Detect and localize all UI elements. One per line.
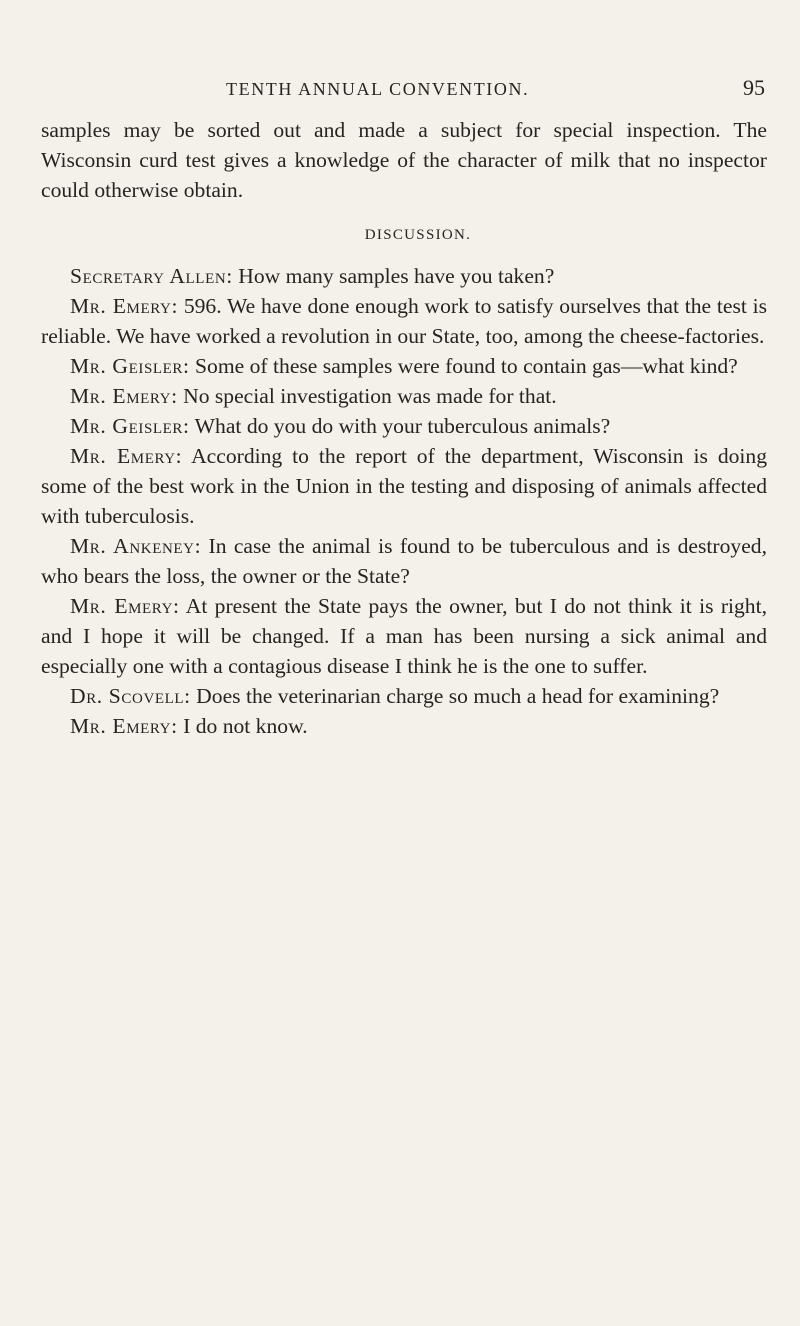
speaker-name: Mr. Ankeney: xyxy=(70,534,202,558)
speaker-name: Mr. Emery: xyxy=(70,594,180,618)
speech-text: How many samples have you taken? xyxy=(238,264,555,288)
speaker-name: Secretary Allen: xyxy=(70,264,233,288)
page-header xyxy=(0,75,800,109)
discussion-exchange-6 xyxy=(41,441,767,531)
discussion-exchange-7 xyxy=(41,531,767,591)
running-head: TENTH ANNUAL CONVENTION. xyxy=(226,79,530,99)
discussion-exchange-4 xyxy=(41,381,767,411)
discussion-exchange-3 xyxy=(41,351,767,381)
speech-text: I do not know. xyxy=(183,714,308,738)
speech-text: No special investigation was made for that. xyxy=(183,384,557,408)
speech-text: What do you do with your tuberculous animals? xyxy=(194,414,611,438)
speech-text: In case the animal is found to be tuberculous and is destroyed, who bears the loss, the owner or the State? xyxy=(41,534,767,588)
discussion-exchange-1 xyxy=(41,261,767,291)
section-heading: DISCUSSION. xyxy=(364,227,472,243)
page-number: 95 xyxy=(743,75,765,100)
discussion-exchange-10 xyxy=(41,711,767,741)
speech-text: At present the State pays the owner, but I do not think it is right, and I hope it will be changed. If a man has been nursing a sick animal and especially one with a contagious disease I think he is the one to suffer. xyxy=(41,594,767,678)
intro-paragraph: samples may be sorted out and made a subject for special inspection. The Wisconsin curd test gives a knowledge of the character of milk that no inspector could otherwise obtain. xyxy=(41,118,767,202)
discussion-exchange-2 xyxy=(41,291,767,351)
speaker-name: Mr. Geisler: xyxy=(70,354,190,378)
speaker-name: Mr. Emery: xyxy=(70,384,178,408)
speaker-name: Dr. Scovell: xyxy=(70,684,191,708)
discussion-exchange-8 xyxy=(41,591,767,681)
speech-text: 596. We have done enough work to satisfy ourselves that the test is reliable. We have worked a revolution in our State, too, among the cheese-factories. xyxy=(41,294,767,348)
speaker-name: Mr. Emery: xyxy=(70,444,183,468)
speaker-name: Mr. Emery: xyxy=(70,294,179,318)
speaker-name: Mr. Geisler: xyxy=(70,414,190,438)
discussion-exchange-5 xyxy=(41,411,767,441)
discussion-exchange-9 xyxy=(41,681,767,711)
speaker-name: Mr. Emery: xyxy=(70,714,178,738)
speech-text: Does the veterinarian charge so much a head for examining? xyxy=(196,684,720,708)
speech-text: Some of these samples were found to contain gas—what kind? xyxy=(195,354,738,378)
body-text xyxy=(41,115,767,741)
speech-text: According to the report of the department, Wisconsin is doing some of the best work in the Union in the testing and disposing of animals affected with tuberculosis. xyxy=(41,444,768,528)
